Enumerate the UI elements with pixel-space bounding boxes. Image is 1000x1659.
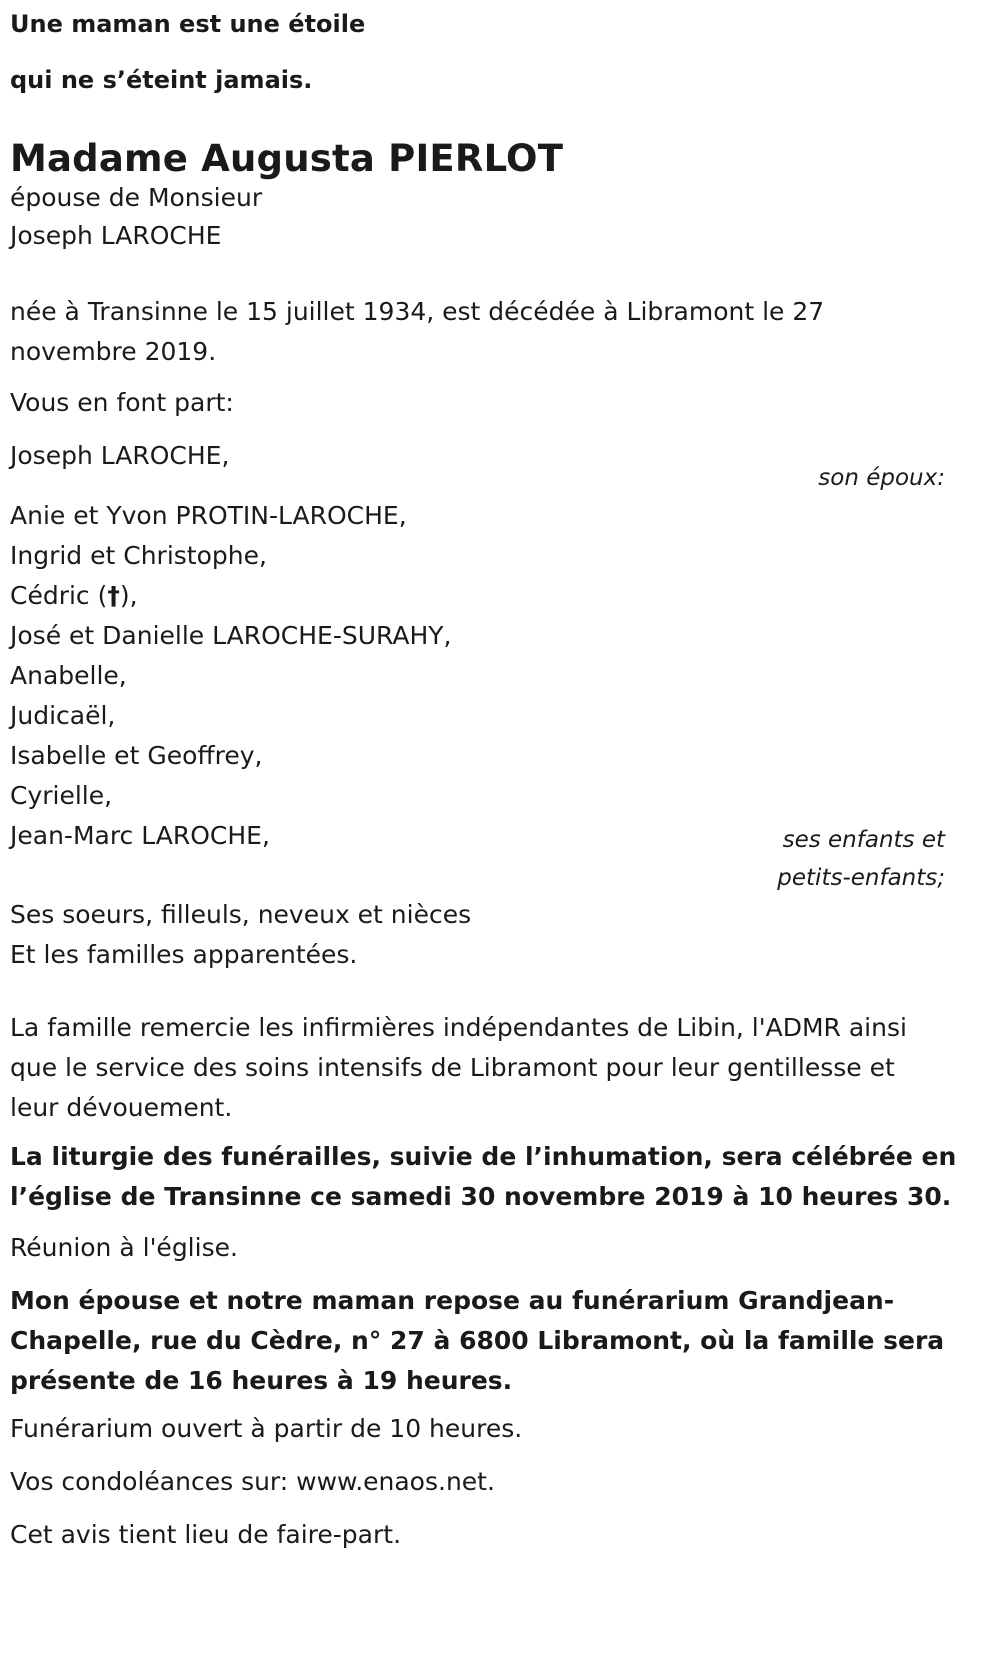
list-item-cedric: Cédric (†),: [10, 581, 138, 610]
opening-hours: Funérarium ouvert à partir de 10 heures.: [10, 1414, 523, 1443]
cross-icon: †: [107, 581, 120, 610]
funeral-info: La liturgie des funérailles, suivie de l’inhumation, sera célébrée en l’église de Transinne ce samedi 30 novembre 2019 à 10 heures 30.: [10, 1142, 957, 1211]
list-item: Jean-Marc LAROCHE,: [10, 821, 270, 850]
list-item: José et Danielle LAROCHE-SURAHY,: [10, 621, 452, 650]
list-item: Anie et Yvon PROTIN-LAROCHE,: [10, 501, 407, 530]
other-family: Ses soeurs, filleuls, neveux et nièces Et les familles apparentées.: [10, 900, 472, 969]
birth-death-info: née à Transinne le 15 juillet 1934, est décédée à Libramont le 27 novembre 2019.: [10, 297, 825, 366]
announcement: Vous en font part:: [10, 388, 234, 417]
rest-info: Mon épouse et notre maman repose au funérarium Grandjean- Chapelle, rue du Cèdre, n° 27 à 6800 Libramont, où la famille sera présente de 16 heures à 19 heures.: [10, 1286, 945, 1395]
list-item: Anabelle,: [10, 661, 127, 690]
list-item: Cyrielle,: [10, 781, 113, 810]
epigraph-line-1: Une maman est une étoile: [10, 10, 366, 38]
list-item: Judicaël,: [10, 701, 116, 730]
children-relation: ses enfants et petits-enfants;: [777, 827, 945, 891]
spouse-relation: son époux:: [818, 465, 945, 491]
condolences-info: Vos condoléances sur: www.enaos.net.: [10, 1467, 495, 1496]
spouse-title: épouse de Monsieur: [10, 183, 263, 212]
children-list: [10, 496, 451, 856]
spouse-entry: Joseph LAROCHE,: [10, 441, 230, 470]
list-item: Ingrid et Christophe,: [10, 541, 267, 570]
list-item: Isabelle et Geoffrey,: [10, 741, 263, 770]
notice-text: Cet avis tient lieu de faire-part.: [10, 1520, 402, 1549]
epigraph-line-2: qui ne s’éteint jamais.: [10, 66, 313, 94]
thanks-paragraph: La famille remercie les infirmières indépendantes de Libin, l'ADMR ainsi que le service des soins intensifs de Libramont pour leur gentillesse et leur dévouement.: [10, 1013, 907, 1122]
spouse-name: Joseph LAROCHE: [10, 221, 222, 250]
deceased-name: Madame Augusta PIERLOT: [10, 137, 564, 180]
meeting-info: Réunion à l'église.: [10, 1233, 238, 1262]
